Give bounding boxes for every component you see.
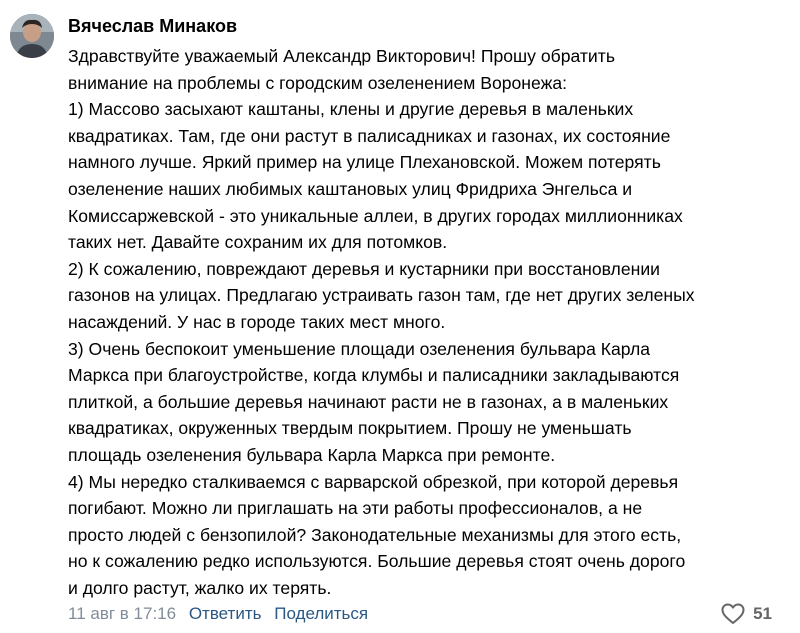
heart-icon (721, 603, 745, 625)
comment-line: квадратиках, окруженных твердым покрытием. Прошу не уменьшать (68, 418, 632, 439)
comment-line: внимание на проблемы с городским озеленением Воронежа: (68, 72, 568, 93)
comment-line: 1) Массово засыхают каштаны, клены и другие деревья в маленьких (68, 99, 634, 120)
comment-timestamp[interactable]: 11 авг в 17:16 (68, 604, 177, 623)
comment-line: Комиссаржевской - это уникальные аллеи, в других городах миллионниках (68, 205, 683, 226)
comment-line: площадь озеленения бульвара Карла Маркса при ремонте. (68, 444, 556, 465)
comment-line: погибают. Можно ли приглашать на эти работы профессионалов, а не (68, 498, 643, 519)
comment-line: озеленение наших любимых каштановых улиц Фридриха Энгельса и (68, 178, 633, 199)
comment-line: и долго растут, жалко их терять. (68, 577, 332, 598)
reply-button[interactable]: Ответить (188, 604, 262, 623)
comment-line: 3) Очень беспокоит уменьшение площади озеленения бульвара Карла (68, 338, 651, 359)
comment-line: квадратиках. Там, где они растут в палисадниках и газонах, их состояние (68, 125, 671, 146)
comment-line: но к сожалению редко используются. Большие деревья стоят очень дорого (68, 551, 686, 572)
comment-text (68, 43, 793, 601)
comment-line: таких нет. Давайте сохраним их для потомков. (68, 232, 448, 253)
comment-line: намного лучше. Яркий пример на улице Плехановской. Можем потерять (68, 152, 661, 173)
like-count: 51 (753, 604, 772, 623)
comment-line: плиткой, а большие деревья начинают расти не в газонах, а в маленьких (68, 391, 669, 412)
avatar[interactable] (10, 14, 54, 58)
comment-footer (68, 602, 793, 626)
comment-line: насаждений. У нас в городе таких мест много. (68, 311, 446, 332)
comment-line: Здравствуйте уважаемый Александр Викторович! Прошу обратить (68, 46, 615, 66)
comment-line: 4) Мы нередко сталкиваемся с варварской обрезкой, при которой деревья (68, 471, 679, 492)
comment-line: газонов на улицах. Предлагаю устраивать газон там, где нет других зеленых (68, 285, 695, 306)
author-name[interactable]: Вячеслав Минаков (68, 16, 238, 36)
share-button[interactable]: Поделиться (274, 604, 369, 623)
comment-line: Маркса при благоустройстве, когда клумбы и палисадники закладываются (68, 365, 680, 386)
comment-line: 2) К сожалению, повреждают деревья и кустарники при восстановлении (68, 258, 660, 279)
comment-line: просто людей с бензопилой? Законодательные механизмы для этого есть, (68, 524, 682, 545)
like-button[interactable] (721, 602, 772, 626)
